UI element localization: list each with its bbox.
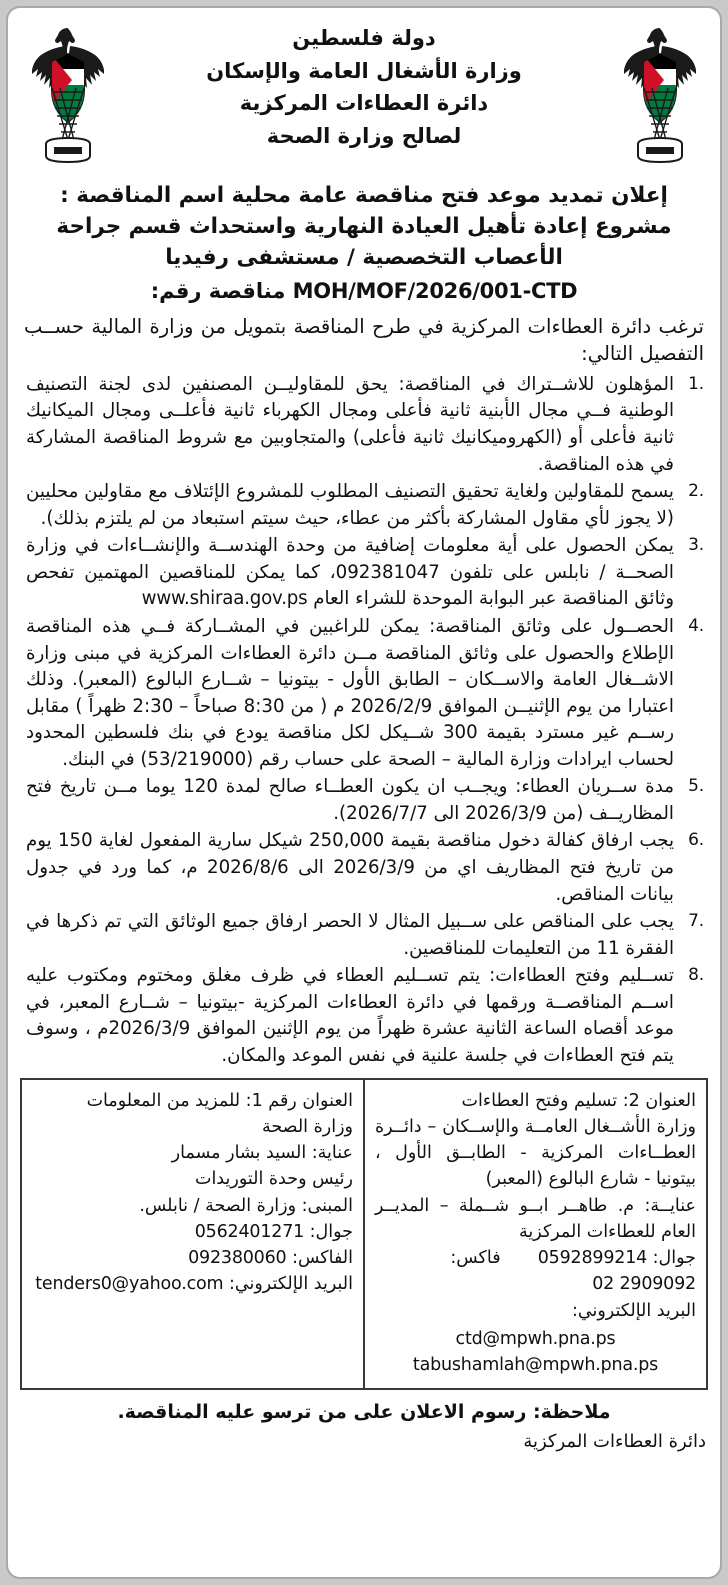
address1-email-value[interactable]: tenders0@yahoo.com bbox=[35, 1274, 224, 1295]
palestine-eagle-emblem bbox=[622, 22, 698, 172]
palestine-eagle-emblem bbox=[30, 22, 106, 172]
table-row bbox=[21, 1079, 707, 1390]
header-line-department: دائرة العطاءات المركزية bbox=[239, 91, 489, 116]
address2-email-2[interactable]: tabushamlah@mpwh.pna.ps bbox=[412, 1355, 659, 1376]
address1-role: رئيس وحدة التوريدات bbox=[194, 1169, 353, 1190]
clause-item: الحصــول على وثائق المناقصة: يمكن للراغبين في المشــاركة فــي هذه المناقصة الإطلاع والحصول على وثائق المناقصة مــن دائرة العطاءات المركزية في مبنى وزارة الاشــغال العامة والاســكان – الطابق الأول - بيتونيا – شــارع البالوع (المعبر). وذلك اعتبارا من يوم الإثنيــن الموافق 2026/2/9 م ( من 8:30 صباحاً – 2:30 ظهراً ) مقابل رســم غير مسترد بقيمة 300 شــيكل لكل مناقصة يودع في بنك فلسطين المحدود لحساب ايرادات وزارة المالية – الصحة على حساب رقم (53/219000) في البنك. bbox=[26, 615, 674, 770]
clause-list bbox=[20, 372, 708, 1070]
address1-mobile-row bbox=[32, 1219, 353, 1245]
header-line-ministry: وزارة الأشغال العامة والإسكان bbox=[206, 58, 522, 83]
address2-email-1[interactable]: ctd@mpwh.pna.ps bbox=[455, 1328, 616, 1349]
document-header bbox=[20, 18, 708, 178]
address2-mobile-value: 0592899214 bbox=[537, 1248, 648, 1269]
address1-building: المبنى: وزارة الصحة / نابلس. bbox=[139, 1195, 353, 1216]
clause-item: يمكن الحصول على أية معلومات إضافية من وحدة الهندســة والإنشــاءات في وزارة الصحــة / نابلس على تلفون 092381047، كما يمكن للمناقصين المهتمين تفحص وثائق المناقصة عبر البوابة الموحدة للشراء العام www.shiraa.gov.ps bbox=[26, 535, 674, 610]
address1-email-row bbox=[32, 1271, 353, 1297]
tender-number bbox=[20, 279, 708, 303]
address1-fax-label: الفاكس: bbox=[292, 1248, 353, 1269]
tender-number-value: MOH/MOF/2026/001-CTD bbox=[292, 278, 578, 303]
address2-attention: عنايــة: م. طاهــر ابــو شــملة – المديــر العام للعطاءات المركزية bbox=[375, 1195, 696, 1242]
footer-signature: دائرة العطاءات المركزية bbox=[523, 1431, 706, 1453]
page-title: إعلان تمديد موعد فتح مناقصة عامة محلية اسم المناقصة : مشروع إعادة تأهيل العيادة النهارية واستحداث قسم جراحة الأعصاب التخصصية / مستشفى رفيديا bbox=[56, 183, 672, 271]
address2-fax-value: 02 2909092 bbox=[592, 1274, 696, 1295]
header-authority-lines bbox=[20, 18, 708, 152]
announcement-title-block bbox=[20, 180, 708, 303]
footer-note: ملاحظة: رسوم الاعلان على من ترسو عليه المناقصة. bbox=[117, 1401, 611, 1424]
clause-item: يجب ارفاق كفالة دخول مناقصة بقيمة 250,000 شيكل سارية المفعول لغاية 150 يوم من تاريخ فتح المظاريف اي من 2026/3/9 الى 2026/8/6 م، كما ورد في جدول بيانات المناقص. bbox=[26, 830, 675, 905]
header-line-state: دولة فلسطين bbox=[292, 26, 436, 50]
address1-attention: عناية: السيد بشار مسمار bbox=[171, 1143, 353, 1164]
header-line-beneficiary: لصالح وزارة الصحة bbox=[266, 123, 462, 148]
clause-item: مدة ســريان العطاء: ويجــب ان يكون العطــاء صالح لمدة 120 يوما مــن تاريخ فتح المظاريــف (من 2026/3/9 الى 2026/7/7). bbox=[26, 776, 674, 824]
tender-number-label: مناقصة رقم: bbox=[150, 278, 286, 303]
clause-item: تســليم وفتح العطاءات: يتم تســليم العطاء في ظرف مغلق ومختوم ومكتوب عليه اســم المناقصــة ورقمها في دائرة العطاءات المركزية -بيتونيا – شــارع المعبر، في موعد أقصاه الساعة الثانية عشرة ظهراً من يوم الإثنين الموافق 2026/3/9م ، وسوف يتم فتح العطاءات في جلسة علنية في نفس الموعد والمكان. bbox=[26, 965, 674, 1066]
address1-heading: العنوان رقم 1: للمزيد من المعلومات bbox=[86, 1090, 353, 1111]
address2-mobile-label: جوال: bbox=[652, 1248, 696, 1269]
address1-email-label: البريد الإلكتروني: bbox=[228, 1274, 353, 1295]
clause-item: المؤهلون للاشــتراك في المناقصة: يحق للمقاوليــن المصنفين لدى لجنة التصنيف الوطنية فــي مجال الأبنية ثانية فأعلى ومجال الكهرباء ثانية فأعلــى ومجال الميكانيك ثانية فأعلى أو (الكهروميكانيك ثانية فأعلى) والمتجاوبين مع شروط المناقصة المشاركة في هذه المناقصة. bbox=[26, 373, 674, 475]
address-box-info bbox=[21, 1079, 364, 1390]
address2-organisation: وزارة الأشــغال العامــة والإســكان – دائــرة العطــاءات المركزية - الطابــق الأول ، بيتونيا - شارع البالوع (المعبر) bbox=[375, 1116, 696, 1190]
tender-announcement-sheet bbox=[6, 6, 722, 1579]
clause-item: يجب على المناقص على ســبيل المثال لا الحصر ارفاق جميع الوثائق التي تم ذكرها في الفقرة 11 من التعليمات للمناقصين. bbox=[26, 911, 674, 959]
address1-fax-value: 092380060 bbox=[188, 1248, 287, 1269]
address1-fax-row bbox=[32, 1245, 353, 1271]
clause-item: يسمح للمقاولين ولغاية تحقيق التصنيف المطلوب للمشروع الإئتلاف مع مقاولين محليين (لا يجوز لأي مقاول المشاركة بأكثر من عطاء، حيث سيتم استبعاد من لم يلتزم بذلك). bbox=[26, 481, 674, 529]
address2-fax-label: فاكس: bbox=[450, 1248, 501, 1269]
address2-email-label: البريد الإلكتروني: bbox=[571, 1300, 696, 1321]
address1-mobile-value: 0562401271 bbox=[194, 1221, 305, 1242]
address2-email-list bbox=[375, 1326, 696, 1379]
address1-mobile-label: جوال: bbox=[309, 1221, 353, 1242]
address2-heading: العنوان 2: تسليم وفتح العطاءات bbox=[461, 1090, 696, 1111]
address1-organisation: وزارة الصحة bbox=[262, 1116, 353, 1137]
intro-paragraph: ترغب دائرة العطاءات المركزية في طرح المناقصة بتمويل من وزارة المالية حســب التفصيل التالي: bbox=[24, 314, 704, 366]
address-table bbox=[20, 1078, 708, 1391]
address-box-delivery bbox=[364, 1079, 707, 1390]
address2-phone-row bbox=[375, 1245, 696, 1298]
